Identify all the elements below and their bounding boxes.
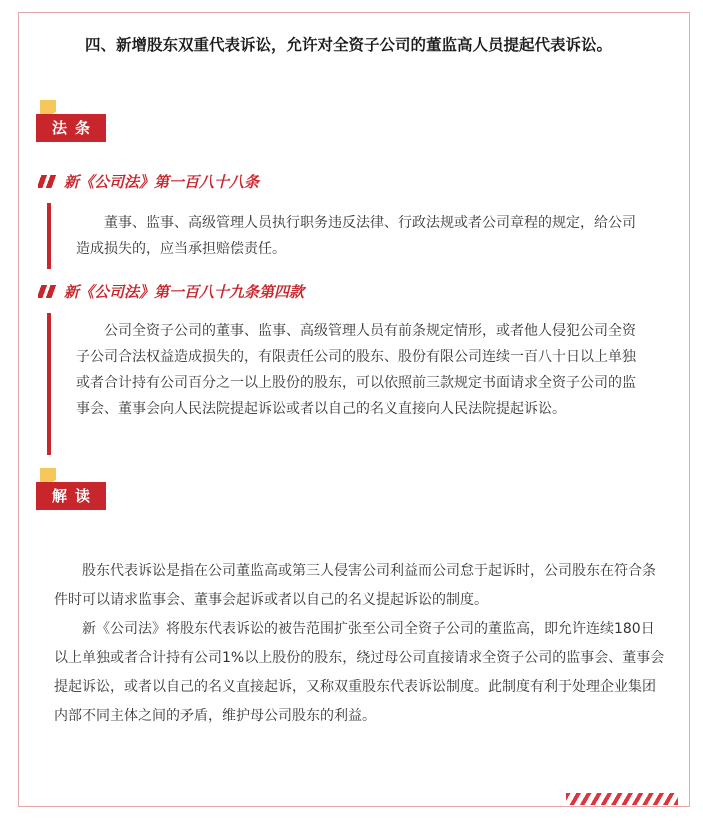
law-tag-label: 法条 (36, 114, 106, 142)
article-text: 公司全资子公司的董事、监事、高级管理人员有前条规定情形，或者他人侵犯公司全资子公司合法权益造成损失的，有限责任公司的股东、股份有限公司连续一百八十日以上单独或者合计持有公司百分之一以上股份的股东，可以依照前三款规定书面请求全资子公司的监事会、董事会向人民法院提起诉讼或者以自己的名义直接向人民法院提起诉讼。 (76, 323, 636, 417)
interpretation-body (54, 557, 666, 731)
article-quote-188 (47, 203, 667, 269)
interpretation-paragraph: 股东代表诉讼是指在公司董监高或第三人侵害公司利益而公司怠于起诉时，公司股东在符合条件时可以请求监事会、董事会起诉或者以自己的名义提起诉讼的制度。 (54, 563, 656, 608)
slash-marker-icon (38, 285, 56, 298)
law-tag (36, 100, 106, 142)
article-title-text: 新《公司法》第一百八十九条第四款 (64, 283, 305, 301)
section-heading: 四、新增股东双重代表诉讼，允许对全资子公司的董监高人员提起代表诉讼。 (85, 36, 613, 54)
article-title-189 (38, 282, 304, 302)
article-quote-189 (47, 313, 667, 455)
article-title-188 (38, 172, 259, 192)
stripe-decoration (566, 793, 678, 805)
reading-tag (36, 468, 106, 510)
article-text: 董事、监事、高级管理人员执行职务违反法律、行政法规或者公司章程的规定，给公司造成损失的，应当承担赔偿责任。 (76, 215, 636, 257)
article-title-text: 新《公司法》第一百八十八条 (64, 173, 260, 191)
reading-tag-label: 解读 (36, 482, 106, 510)
slash-marker-icon (38, 175, 56, 188)
interpretation-paragraph: 新《公司法》将股东代表诉讼的被告范围扩张至公司全资子公司的董监高，即允许连续180日以上单独或者合计持有公司1%以上股份的股东，绕过母公司直接请求全资子公司的监事会、董事会提起诉讼，或者以自己的名义直接起诉，又称双重股东代表诉讼制度。此制度有利于处理企业集团内部不同主体之间的矛盾，维护母公司股东的利益。 (54, 621, 665, 724)
